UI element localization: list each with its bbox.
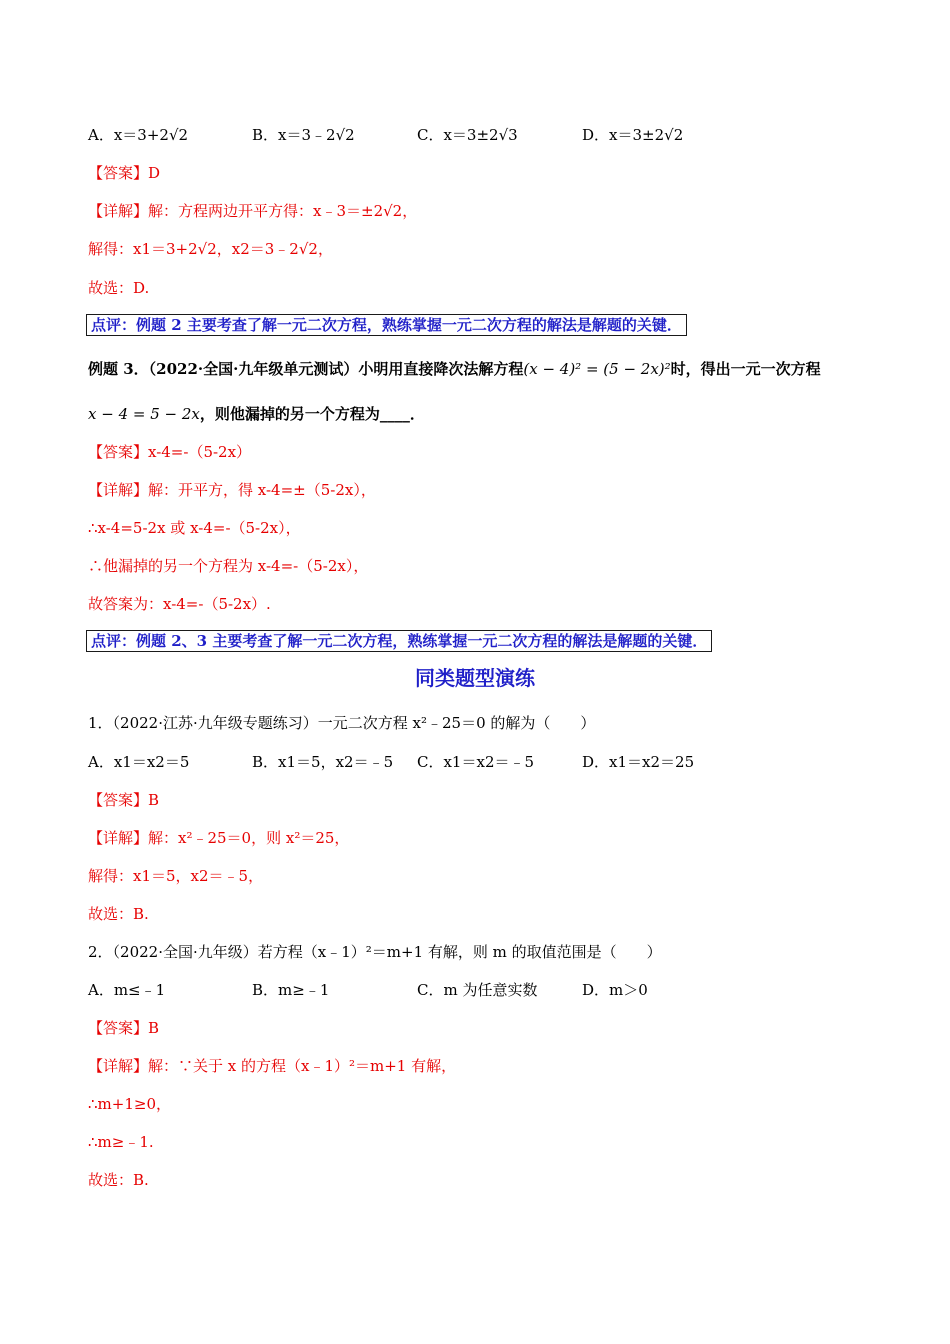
option-a: A．x＝3+2√2	[88, 126, 189, 144]
ex3-question-line1	[88, 359, 821, 379]
ex3-answer: 【答案】x-4=-（5-2x）	[88, 443, 252, 461]
option-d: D．m＞0	[582, 981, 648, 999]
option-b: B．x1＝5，x2＝﹣5	[252, 753, 394, 771]
option-c: C．x1＝x2＝﹣5	[417, 753, 535, 771]
ex2-answer: 【答案】D	[88, 164, 161, 182]
option-d: D．x1＝x2＝25	[582, 753, 695, 771]
p2-step2: ∴m≥﹣1.	[88, 1133, 154, 1151]
ex3-detail: 【详解】解：开平方，得 x-4=±（5-2x），	[88, 481, 376, 499]
p2-question: 2．（2022·全国·九年级）若方程（x﹣1）²＝m+1 有解，则 m 的取值范围是（ ）	[88, 943, 662, 961]
p1-solve: 解得：x1＝5，x2＝﹣5，	[88, 867, 264, 885]
option-a: A．m≤﹣1	[88, 981, 166, 999]
option-b: B．x＝3﹣2√2	[252, 126, 355, 144]
option-c: C．x＝3±2√3	[417, 126, 518, 144]
p1-answer: 【答案】B	[88, 791, 160, 809]
ex2-detail: 【详解】解：方程两边开平方得：x﹣3＝±2√2，	[88, 202, 418, 220]
option-d: D．x＝3±2√2	[582, 126, 684, 144]
ex3-formula-1: (x − 4)² = (5 − 2x)²	[523, 360, 671, 378]
p1-question: 1．（2022·江苏·九年级专题练习）一元二次方程 x²﹣25＝0 的解为（ ）	[88, 714, 596, 732]
ex3-step2: ∴他漏掉的另一个方程为 x-4=-（5-2x），	[88, 557, 369, 575]
ex3-question-suffix2: ，则他漏掉的另一个方程为____．	[199, 405, 425, 423]
p1-choose: 故选：B.	[88, 905, 149, 923]
comment-box-2: 点评：例题 2、3 主要考查了解一元二次方程，熟练掌握一元二次方程的解法是解题的关键．	[86, 630, 712, 652]
ex3-final: 故答案为：x-4=-（5-2x）.	[88, 595, 271, 613]
option-b: B．m≥﹣1	[252, 981, 330, 999]
ex2-solve: 解得：x1＝3+2√2，x2＝3﹣2√2，	[88, 240, 333, 258]
p2-step1: ∴m+1≥0，	[88, 1095, 171, 1113]
ex3-question-prefix: 例题 3．（2022·全国·九年级单元测试）小明用直接降次法解方程	[88, 360, 524, 378]
option-c: C．m 为任意实数	[417, 981, 538, 999]
ex3-question-line2	[88, 404, 425, 424]
ex2-choose: 故选：D.	[88, 279, 150, 297]
section-title: 同类题型演练	[415, 666, 535, 690]
comment-box-1: 点评：例题 2 主要考查了解一元二次方程，熟练掌握一元二次方程的解法是解题的关键．	[86, 314, 687, 336]
p2-detail: 【详解】解：∵关于 x 的方程（x﹣1）²＝m+1 有解，	[88, 1057, 457, 1075]
option-a: A．x1＝x2＝5	[88, 753, 190, 771]
p2-choose: 故选：B.	[88, 1171, 149, 1189]
p1-detail: 【详解】解：x²﹣25＝0，则 x²＝25，	[88, 829, 350, 847]
ex3-question-suffix: 时，得出一元一次方程	[670, 360, 821, 378]
ex3-formula-2: x − 4 = 5 − 2x	[88, 405, 200, 423]
ex3-step1: ∴x-4=5-2x 或 x-4=-（5-2x），	[88, 519, 301, 537]
p2-answer: 【答案】B	[88, 1019, 160, 1037]
